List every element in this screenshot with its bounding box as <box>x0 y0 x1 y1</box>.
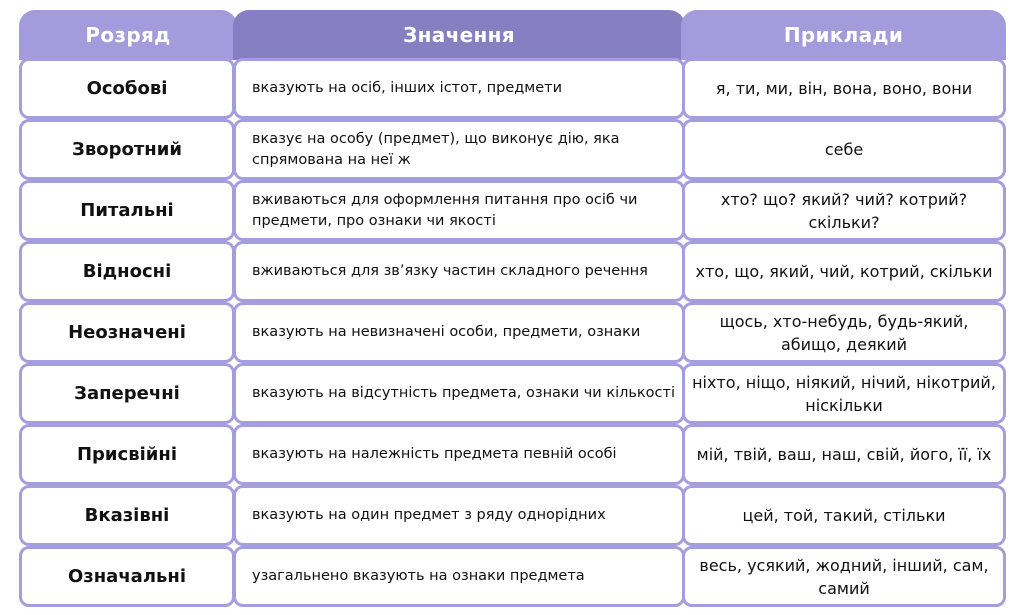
header-examples: Приклади <box>681 10 1006 60</box>
meaning-cell: вказує на особу (предмет), що виконує дію, яка спрямована на неї ж <box>233 119 685 180</box>
category-cell: Відносні <box>19 241 235 302</box>
meaning-cell: вживаються для зв’язку частин складного речення <box>233 241 685 302</box>
table-row <box>19 424 1006 485</box>
examples-cell: цей, той, такий, стільки <box>682 485 1006 546</box>
examples-cell: хто, що, який, чий, котрий, скільки <box>682 241 1006 302</box>
meaning-cell: вказують на належність предмета певній особі <box>233 424 685 485</box>
meaning-cell: вказують на невизначені особи, предмети, ознаки <box>233 302 685 363</box>
table-row <box>19 119 1006 180</box>
examples-cell: себе <box>682 119 1006 180</box>
table-row <box>19 302 1006 363</box>
examples-cell: хто? що? який? чий? котрий? скільки? <box>682 180 1006 241</box>
table-row <box>19 241 1006 302</box>
table-row <box>19 546 1006 607</box>
table-row <box>19 180 1006 241</box>
category-cell: Особові <box>19 58 235 119</box>
category-cell: Неозначені <box>19 302 235 363</box>
examples-cell: я, ти, ми, він, вона, воно, вони <box>682 58 1006 119</box>
examples-cell: мій, твій, ваш, наш, свій, його, її, їх <box>682 424 1006 485</box>
examples-cell: ніхто, ніщо, ніякий, нічий, нікотрий, ніскільки <box>682 363 1006 424</box>
examples-cell: щось, хто-небудь, будь-який, абищо, деякий <box>682 302 1006 363</box>
examples-cell: весь, усякий, жодний, інший, сам, самий <box>682 546 1006 607</box>
category-cell: Вказівні <box>19 485 235 546</box>
meaning-cell: вживаються для оформлення питання про осіб чи предмети, про ознаки чи якості <box>233 180 685 241</box>
table-row <box>19 485 1006 546</box>
header-meaning: Значення <box>233 10 685 60</box>
meaning-cell: узагальнено вказують на ознаки предмета <box>233 546 685 607</box>
meaning-cell: вказують на осіб, інших істот, предмети <box>233 58 685 119</box>
category-cell: Зворотний <box>19 119 235 180</box>
category-cell: Питальні <box>19 180 235 241</box>
category-cell: Означальні <box>19 546 235 607</box>
meaning-cell: вказують на один предмет з ряду однорідних <box>233 485 685 546</box>
table-row <box>19 363 1006 424</box>
table-row <box>19 58 1006 119</box>
meaning-cell: вказують на відсутність предмета, ознаки чи кількості <box>233 363 685 424</box>
category-cell: Заперечні <box>19 363 235 424</box>
header-category: Розряд <box>19 10 237 60</box>
category-cell: Присвійні <box>19 424 235 485</box>
